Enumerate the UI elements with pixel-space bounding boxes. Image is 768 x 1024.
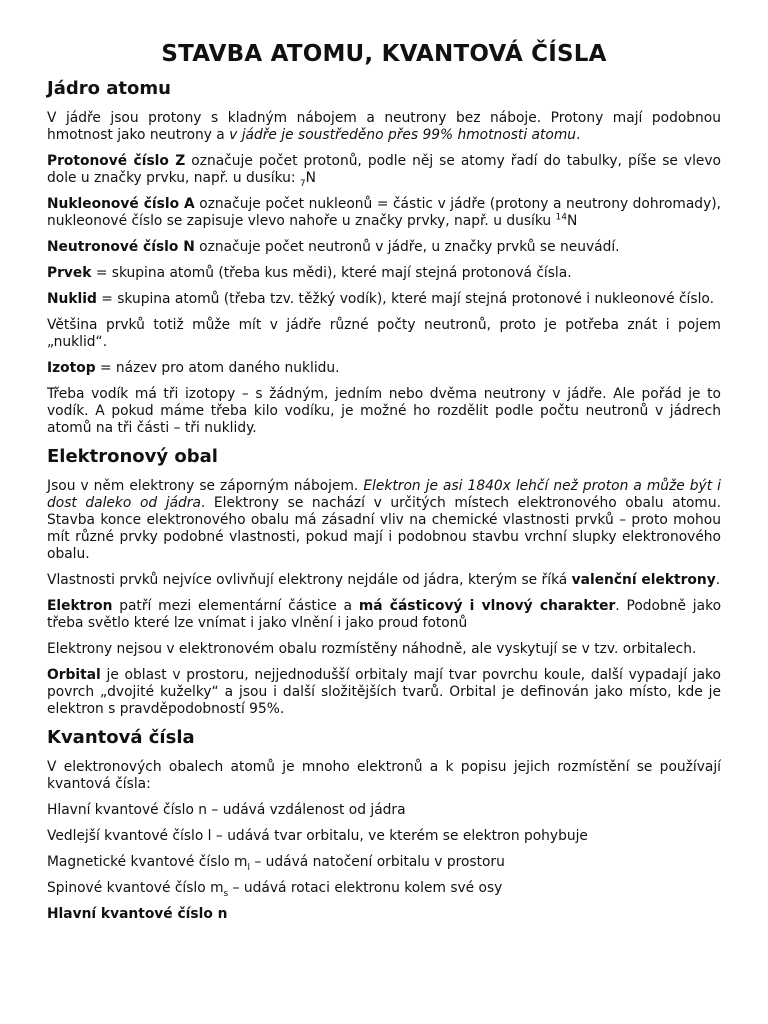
text: označuje počet nukleonů = částic v jádře (protony a neutrony dohromady), nukleonové číslo se zapisuje vlevo nahoře u značky prvky, např. u dusíku [47, 196, 721, 229]
list-item: Vedlejší kvantové číslo l – udává tvar orbitalu, ve kterém se elektron pohybuje [47, 828, 588, 844]
section-heading-nucleus: Jádro atomu [47, 78, 171, 99]
paragraph [47, 239, 721, 256]
text: označuje počet neutronů v jádře, u značky prvků se neuvádí. [194, 239, 620, 255]
paragraph [47, 478, 721, 563]
italic-text: v jádře je soustředěno přes 99% hmotnosti atomu [229, 127, 577, 143]
paragraph [47, 110, 721, 144]
section-heading-shell: Elektronový obal [47, 446, 218, 467]
term: valenční elektrony [571, 572, 716, 588]
term: Prvek [47, 265, 92, 281]
text: . [715, 572, 721, 588]
superscript: 14 [555, 212, 567, 223]
text: V jádře jsou protony s kladným nábojem a neutrony bez náboje. Protony mají podobnou hmotnost jako neutrony a [47, 110, 721, 143]
text: označuje počet protonů, podle něj se atomy řadí do tabulky, píše se vlevo dole u značky prvku, např. u dusíku: [47, 153, 721, 186]
section-heading-quantum: Kvantová čísla [47, 727, 195, 748]
list-item [47, 854, 721, 871]
paragraph [47, 291, 721, 308]
paragraph [47, 360, 721, 377]
text: – udává natočení orbitalu v prostoru [250, 854, 505, 870]
page-title: STAVBA ATOMU, KVANTOVÁ ČÍSLA [161, 41, 607, 67]
paragraph: Většina prvků totiž může mít v jádře různé počty neutronů, proto je potřeba znát i pojem „nuklid“. [47, 317, 721, 350]
paragraph: Třeba vodík má tři izotopy – s žádným, jedním nebo dvěma neutrony v jádře. Ale pořád je to vodík. A pokud máme třeba kilo vodíku, je možné ho rozdělit podle počtu neutronů v jádrech atomů na tři části – tři nuklidy. [47, 386, 721, 436]
paragraph [47, 196, 721, 230]
paragraph [47, 572, 721, 589]
text: . Podobně jako třeba světlo které lze vnímat i jako vlnění i jako proud fotonů [47, 598, 722, 631]
text: Magnetické kvantové číslo m [47, 854, 248, 870]
text: . Elektrony se nachází v určitých místech elektronového obalu atomu. Stavba konce elektronového obalu má zásadní vliv na chemické vlastnosti prvků – proto mohou mít různé prvky podobné vlastnosti, pokud mají i podobnou stavbu vrchní slupky elektronového obalu. [47, 495, 721, 562]
term: Protonové číslo Z [47, 153, 186, 169]
list-item: Hlavní kvantové číslo n – udává vzdálenost od jádra [47, 802, 406, 818]
text: patří mezi elementární částice a [112, 598, 359, 614]
subscript: l [247, 862, 251, 873]
paragraph: Elektrony nejsou v elektronovém obalu rozmístěny náhodně, ale vyskytují se v tzv. orbitalech. [47, 641, 697, 657]
text: Spinové kvantové číslo m [47, 880, 224, 896]
text: = skupina atomů (třeba kus mědi), které mají stejná protonová čísla. [91, 265, 572, 281]
term: Elektron [47, 598, 113, 614]
term: Nukleonové číslo A [47, 196, 195, 212]
element-symbol: N [305, 170, 316, 186]
text: = skupina atomů (třeba tzv. těžký vodík), které mají stejná protonové i nukleonové číslo. [96, 291, 714, 307]
term: Orbital [47, 667, 101, 683]
subscript: s [223, 888, 229, 899]
text: – udává rotaci elektronu kolem své osy [228, 880, 503, 896]
text: = název pro atom daného nuklidu. [95, 360, 340, 376]
sub-heading: Hlavní kvantové číslo n [47, 906, 228, 922]
paragraph [47, 598, 721, 632]
paragraph [47, 265, 721, 282]
term: Neutronové číslo N [47, 239, 195, 255]
paragraph [47, 667, 721, 718]
text: Vlastnosti prvků nejvíce ovlivňují elektrony nejdále od jádra, kterým se říká [47, 572, 572, 588]
paragraph [47, 153, 721, 187]
term: má částicový i vlnový charakter [358, 598, 616, 614]
paragraph: V elektronových obalech atomů je mnoho elektronů a k popisu jejich rozmístění se používají kvantová čísla: [47, 759, 721, 792]
italic-text: Elektron je asi 1840x lehčí než proton a může být i dost daleko od jádra [47, 478, 722, 511]
subscript: 7 [299, 178, 306, 189]
term: Izotop [47, 360, 96, 376]
text: Jsou v něm elektrony se záporným nábojem. [47, 478, 364, 494]
text: . [576, 127, 581, 143]
list-item [47, 880, 721, 897]
text: je oblast v prostoru, nejjednodušší orbitaly mají tvar povrchu koule, další vypadají jako povrch „dvojité kuželky“ a jsou i další složitějších tvarů. Orbital je definován jako místo, kde je elektron s pravděpodobností 95%. [47, 667, 721, 717]
term: Nuklid [47, 291, 97, 307]
element-symbol: N [567, 213, 578, 229]
paragraph [47, 906, 721, 923]
